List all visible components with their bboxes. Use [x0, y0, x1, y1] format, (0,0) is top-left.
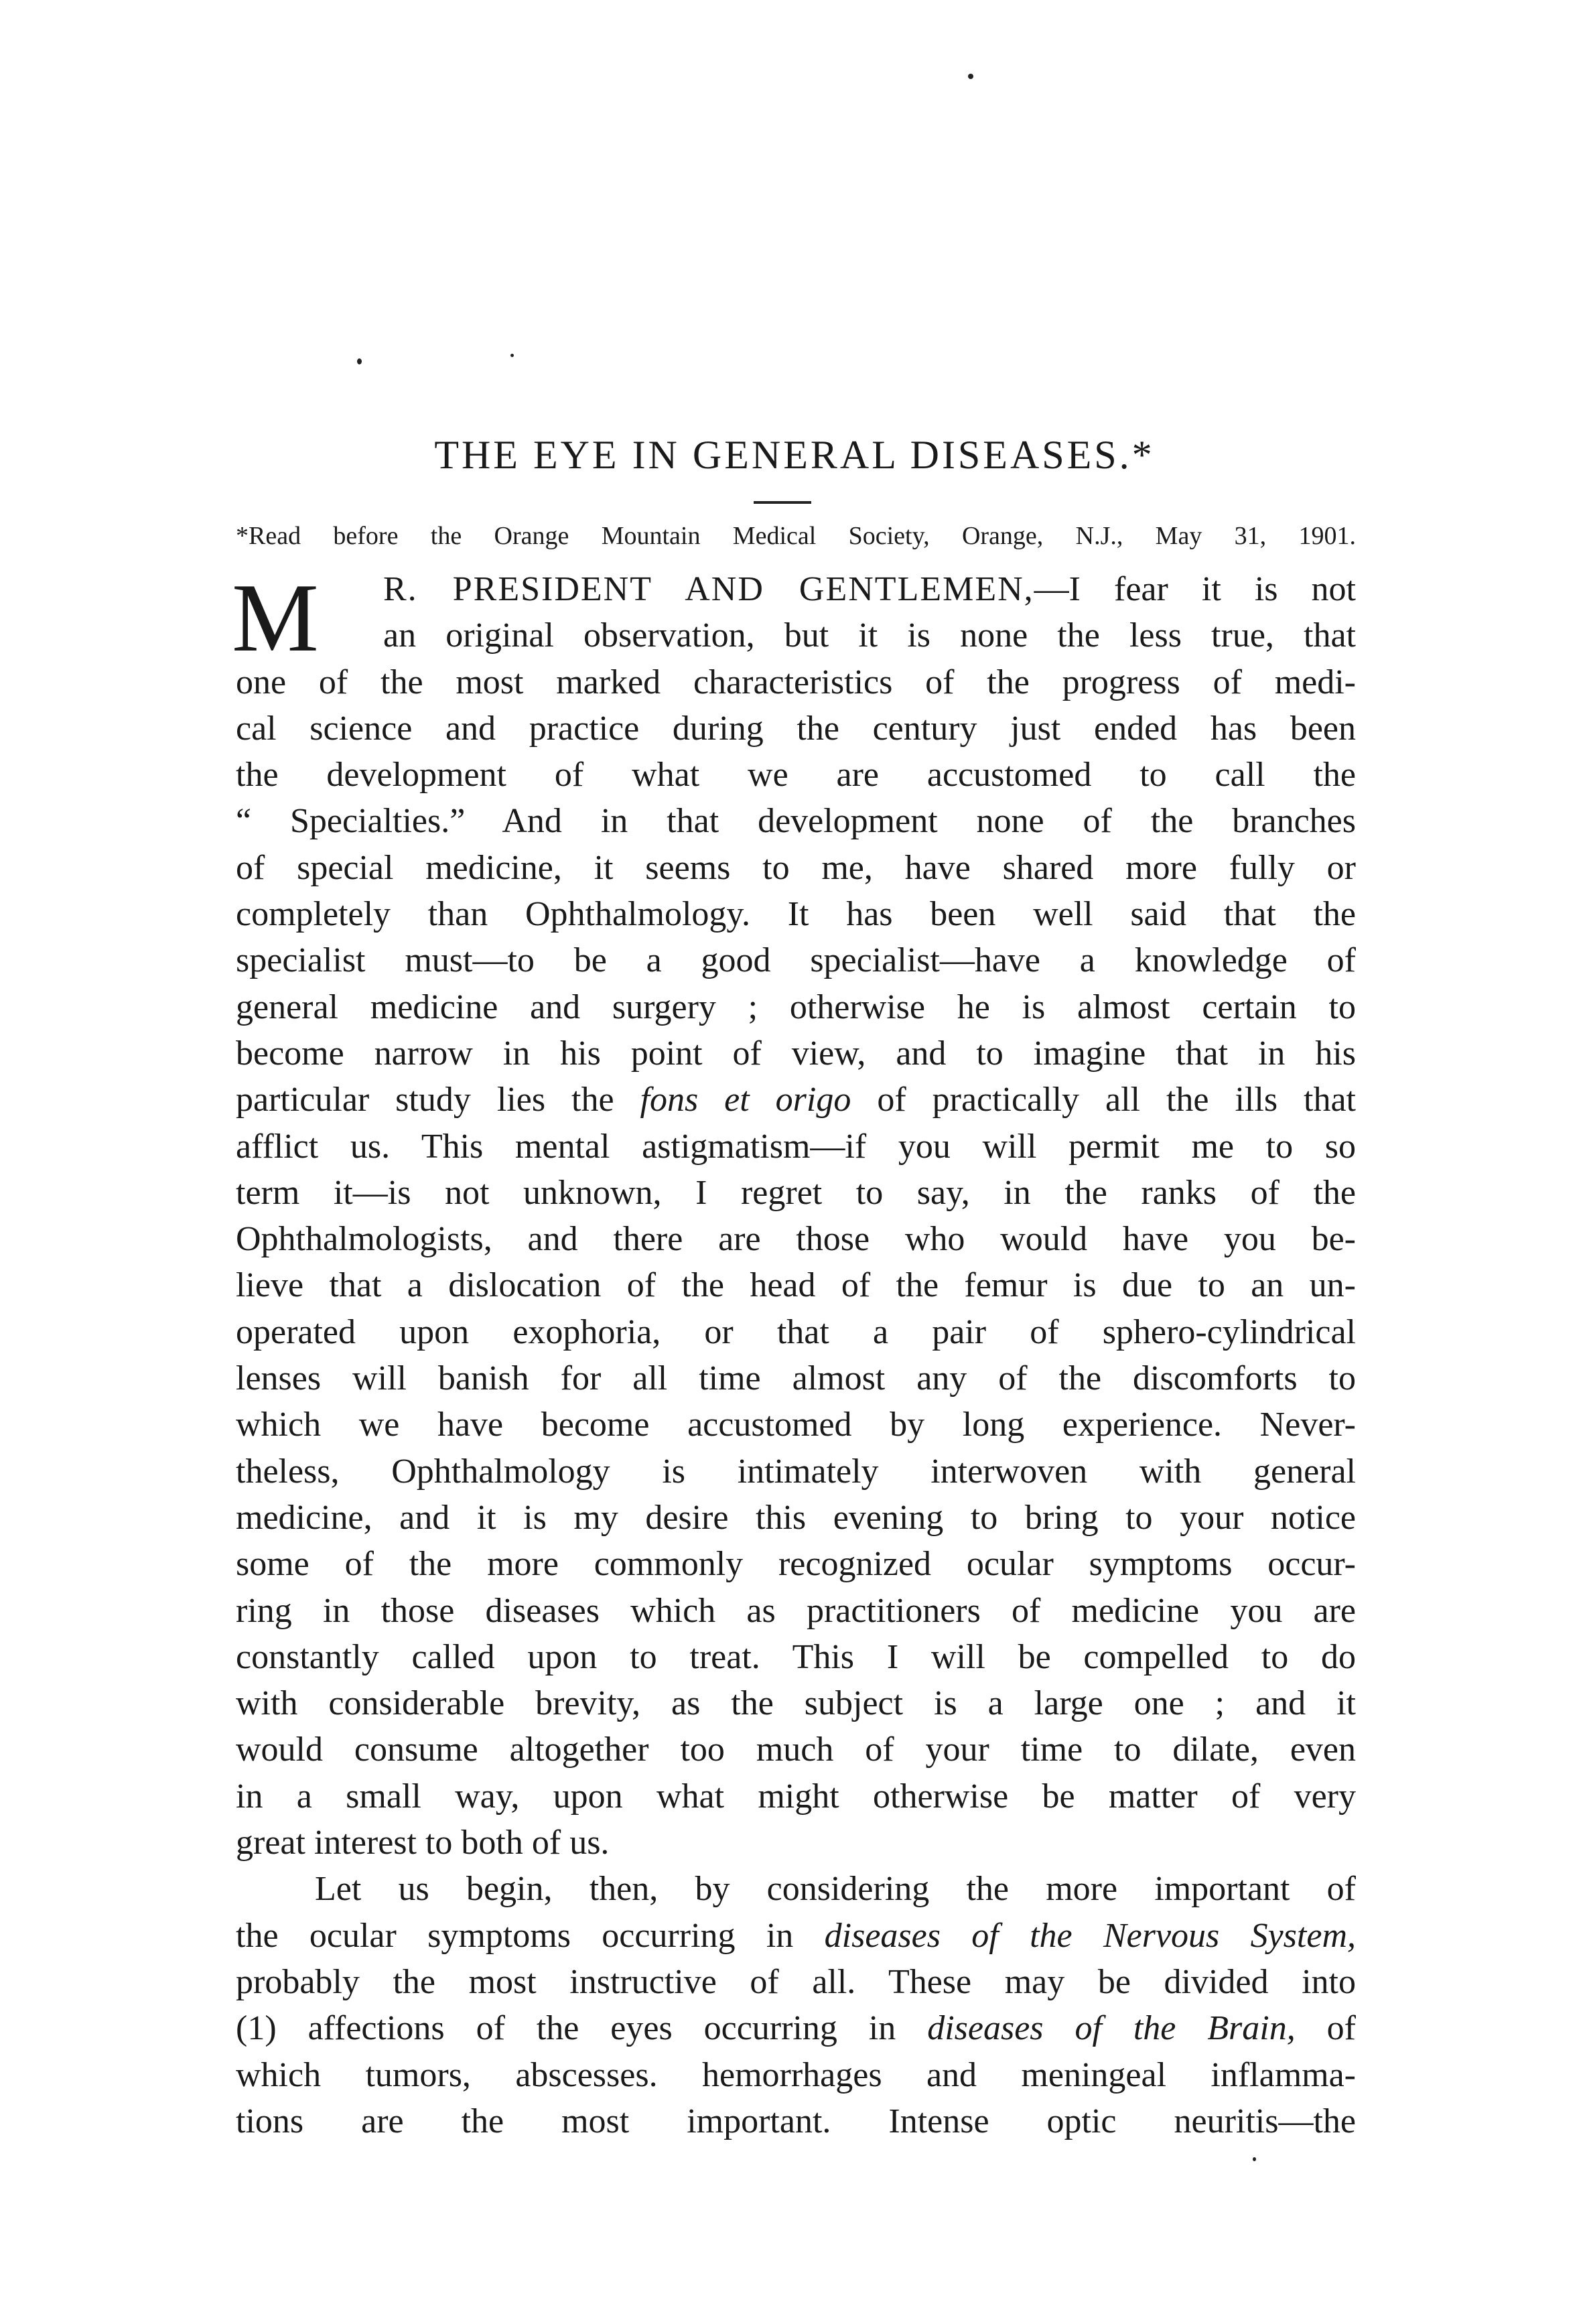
title-rule — [754, 501, 811, 504]
text-line: operated upon exophoria, or that a pair of sphero-cylindrical — [236, 1312, 1356, 1351]
text-line — [236, 1913, 1356, 1959]
line-text: of practically all the ills that — [851, 1081, 1356, 1119]
line-text: of — [1295, 2009, 1356, 2048]
text-line: lenses will banish for all time almost any of the discomforts to — [236, 1359, 1356, 1398]
text-line: would consume altogether too much of your time to dilate, even — [236, 1730, 1356, 1769]
footnote: *Read before the Orange Mountain Medical Society, Orange, N.J., May 31, 1901. — [236, 522, 1356, 550]
text-line: medicine, and it is my desire this evening to bring to your notice — [236, 1498, 1356, 1537]
drop-cap: M — [232, 563, 319, 672]
print-speck — [1253, 2157, 1256, 2161]
text-line: of special medicine, it seems to me, have shared more fully or — [236, 848, 1356, 887]
text-line: theless, Ophthalmology is intimately interwoven with general — [236, 1452, 1356, 1491]
print-speck — [968, 74, 973, 79]
text-line: which tumors, abscesses. hemorrhages and meningeal inflamma- — [236, 2055, 1356, 2094]
text-line: become narrow in his point of view, and to imagine that in his — [236, 1034, 1356, 1073]
article-body — [232, 563, 1356, 2144]
line-text: —I fear it is not — [1034, 570, 1356, 608]
print-speck — [357, 358, 362, 364]
text-line: term it—is not unknown, I regret to say, in the ranks of the — [236, 1173, 1356, 1212]
text-line: cal science and practice during the century just ended has been — [236, 709, 1356, 748]
text-line: “ Specialties.” And in that development none of the branches — [236, 802, 1356, 841]
text-line — [236, 1077, 1356, 1123]
text-line: some of the more commonly recognized ocular symptoms occur- — [236, 1545, 1356, 1584]
text-line: ring in those diseases which as practitioners of medicine you are — [236, 1591, 1356, 1630]
text-line: general medicine and surgery ; otherwise he is almost certain to — [236, 987, 1356, 1026]
line-text: (1) affections of the eyes occurring in — [236, 2009, 928, 2048]
text-line: which we have become accustomed by long experience. Never- — [236, 1406, 1356, 1444]
text-line: in a small way, upon what might otherwise be matter of very — [236, 1777, 1356, 1816]
text-line: completely than Ophthalmology. It has been well said that the — [236, 895, 1356, 934]
italic-phrase: diseases of the Brain, — [927, 2009, 1296, 2048]
text-line: lieve that a dislocation of the head of the femur is due to an un- — [236, 1266, 1356, 1305]
text-line: afflict us. This mental astigmatism—if you will permit me to so — [236, 1127, 1356, 1166]
latin-phrase: fons et origo — [640, 1081, 851, 1119]
text-line: tions are the most important. Intense optic neuritis—the — [236, 2102, 1356, 2140]
italic-phrase: diseases of the Nervous System, — [824, 1916, 1356, 1955]
text-line: great interest to both of us. — [236, 1824, 610, 1862]
line-text: the ocular symptoms occurring in — [236, 1916, 825, 1955]
text-line: specialist must—to be a good specialist—have a knowledge of — [236, 941, 1356, 980]
opening-caps: R. PRESIDENT AND GENTLEMEN, — [383, 570, 1034, 608]
text-line: with considerable brevity, as the subject is a large one ; and it — [236, 1684, 1356, 1723]
text-line: Ophthalmologists, and there are those who would have you be- — [236, 1220, 1356, 1259]
text-line: constantly called upon to treat. This I will be compelled to do — [236, 1637, 1356, 1676]
text-line: the development of what we are accustomed to call the — [236, 756, 1356, 795]
text-line: one of the most marked characteristics of the progress of medi- — [236, 663, 1356, 701]
line-text: particular study lies the — [236, 1081, 640, 1119]
text-line — [236, 566, 1356, 612]
article-title: THE EYE IN GENERAL DISEASES.* — [434, 433, 1155, 477]
text-line: an original observation, but it is none the less true, that — [383, 616, 1356, 655]
text-line: Let us begin, then, by considering the more important of — [315, 1870, 1356, 1909]
text-line: probably the most instructive of all. These may be divided into — [236, 1962, 1356, 2001]
print-speck — [510, 354, 514, 357]
text-line — [236, 2005, 1356, 2051]
